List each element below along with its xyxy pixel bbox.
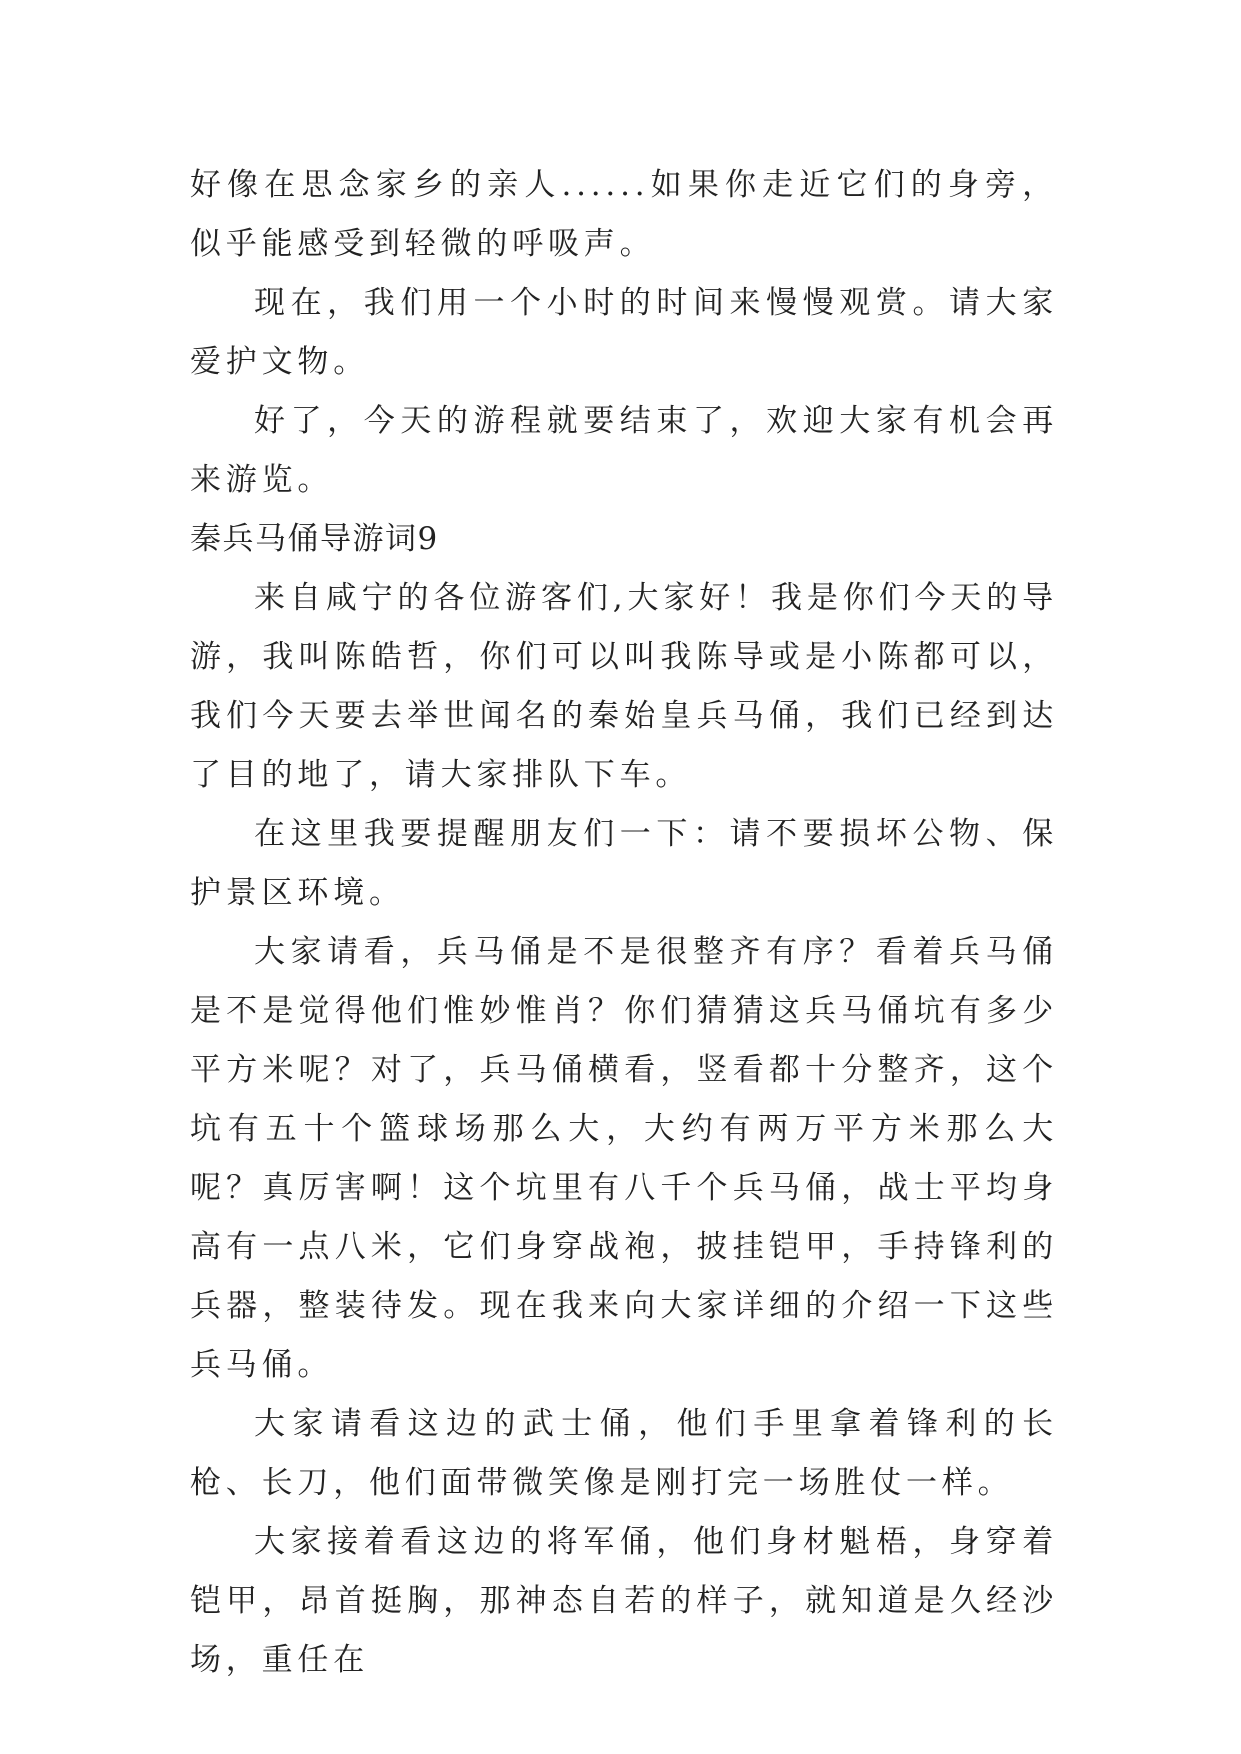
- paragraph: 好了，今天的游程就要结束了，欢迎大家有机会再来游览。: [190, 403, 1058, 498]
- paragraph: 大家接着看这边的将军俑，他们身材魁梧，身穿着铠甲，昂首挺胸，那神态自若的样子，就知道是久经沙场，重任在: [190, 1524, 1058, 1678]
- paragraph: 在这里我要提醒朋友们一下：请不要损坏公物、保护景区环境。: [190, 816, 1058, 911]
- paragraph: 大家请看这边的武士俑，他们手里拿着锋利的长枪、长刀，他们面带微笑像是刚打完一场胜仗一样。: [190, 1406, 1058, 1501]
- paragraph: 来自咸宁的各位游客们,大家好！我是你们今天的导游，我叫陈皓哲，你们可以叫我陈导或是小陈都可以，我们今天要去举世闻名的秦始皇兵马俑，我们已经到达了目的地了，请大家排队下车。: [190, 580, 1058, 793]
- paragraph-continued: 好像在思念家乡的亲人......如果你走近它们的身旁，似乎能感受到轻微的呼吸声。: [190, 167, 1058, 262]
- section-title: 秦兵马俑导游词9: [190, 521, 439, 557]
- document-body: [190, 156, 1058, 1690]
- paragraph: 大家请看，兵马俑是不是很整齐有序？看着兵马俑是不是觉得他们惟妙惟肖？你们猜猜这兵马俑坑有多少平方米呢？对了，兵马俑横看，竖看都十分整齐，这个坑有五十个篮球场那么大，大约有两万平方米那么大呢？真厉害啊！这个坑里有八千个兵马俑，战士平均身高有一点八米，它们身穿战袍，披挂铠甲，手持锋利的兵器，整装待发。现在我来向大家详细的介绍一下这些兵马俑。: [190, 934, 1058, 1383]
- paragraph: 现在，我们用一个小时的时间来慢慢观赏。请大家爱护文物。: [190, 285, 1058, 380]
